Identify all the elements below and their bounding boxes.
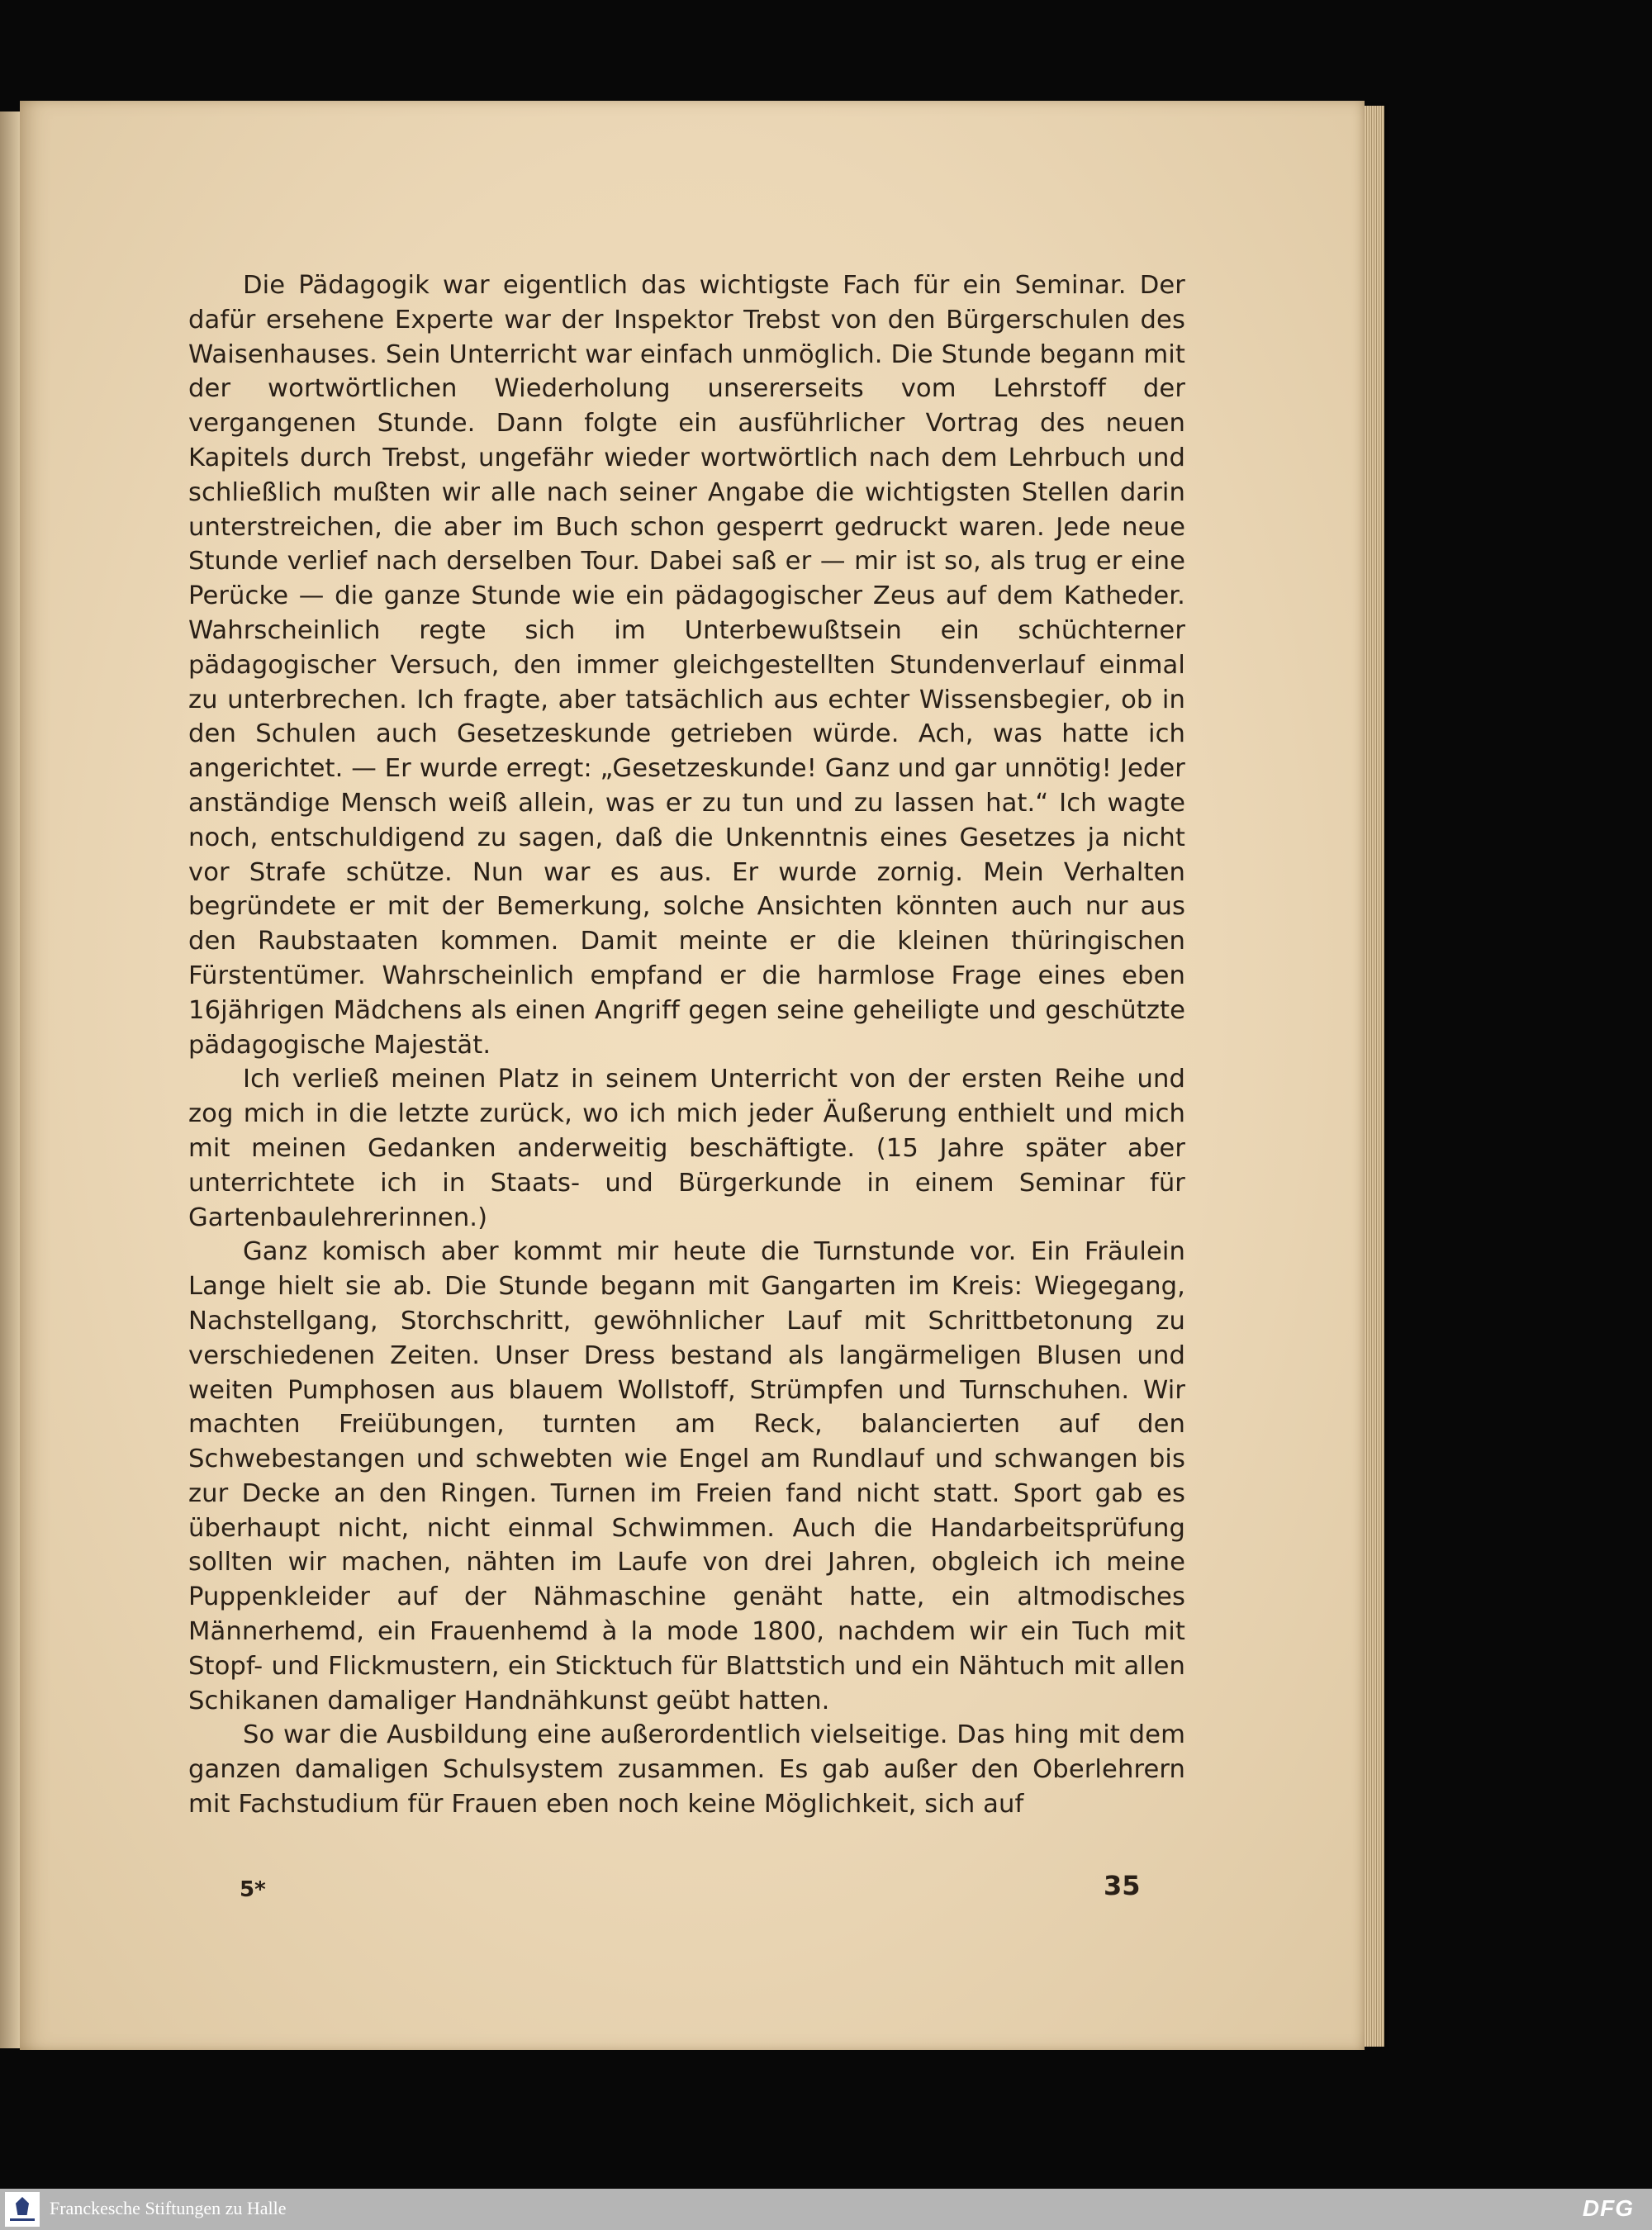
logo-caption — [10, 2218, 35, 2221]
signature-mark: 5* — [240, 1877, 266, 1902]
dfg-logo: DFG — [1582, 2195, 1634, 2221]
page-number: 35 — [1104, 1870, 1141, 1901]
paragraph: Ganz komisch aber kommt mir heute die Turnstunde vor. Ein Fräulein Lange hielt sie ab. Die Stunde begann mit Gangarten im Kreis: Wiegegang, Nachstellgang, Storchschritt, gewöhnlicher Lauf mit Schrittbetonung zu verschiedenen Zeiten. Unser Dress bestand als langärmeligen Blusen und weiten Pumphosen aus blauem Wollstoff, Strümpfen und Turnschuhen. Wir machten Freiübungen, turnten am Reck, balancierten auf den Schwebestangen und schwebten wie Engel am Rundlauf und schwangen bis zur Decke an den Ringen. Turnen im Freien fand nicht statt. Sport gab es überhaupt nicht, nicht einmal Schwimmen. Auch die Handarbeitsprüfung sollten wir machen, nähten im Laufe von drei Jahren, obgleich ich meine Puppenkleider auf der Nähmaschine genäht hatte, ein altmodisches Männerhemd, ein Frauenhemd à la mode 1800, nachdem wir ein Tuch mit Stopf- und Flickmustern, ein Sticktuch für Blattstich und ein Nähtuch mit allen Schikanen damaliger Handnähkunst geübt hatten. — [188, 1237, 1185, 1715]
paragraph: Ich verließ meinen Platz in seinem Unterricht von der ersten Reihe und zog mich in die letzte zurück, wo ich mich jeder Äußerung enthielt und mich mit meinen Gedanken anderweitig beschäftigte. (15 Jahre später aber unterrichtete ich in Staats- und Bürgerkunde in einem Seminar für Gartenbaulehrerinnen.) — [188, 1065, 1185, 1232]
paragraph: Die Pädagogik war eigentlich das wichtigste Fach für ein Seminar. Der dafür ersehene Experte war der Inspektor Trebst von den Bürgerschulen des Waisenhauses. Sein Unterricht war einfach unmöglich. Die Stunde begann mit der wortwörtlichen Wiederholung unsererseits vom Lehrstoff der vergangenen Stunde. Dann folgte ein ausführlicher Vortrag des neuen Kapitels durch Trebst, ungefähr wieder wortwörtlich nach dem Lehrbuch und schließlich mußten wir alle nach seiner Angabe die wichtigsten Stellen darin unterstreichen, die aber im Buch schon gesperrt gedruckt waren. Jede neue Stunde verlief nach derselben Tour. Dabei saß er — mir ist so, als trug er eine Perücke — die ganze Stunde wie ein pädagogischer Zeus auf dem Katheder. Wahrscheinlich regte sich im Unterbewußtsein ein schüchterner pädagogischer Versuch, den immer gleichgestellten Stundenverlauf einmal zu unterbrechen. Ich fragte, aber tatsächlich aus echter Wissensbegier, ob in den Schulen auch Gesetzeskunde getrieben würde. Ach, was hatte ich angerichtet. — Er wurde erregt: „Gesetzeskunde! Ganz und gar unnötig! Jeder anständige Mensch weiß allein, was er zu tun und zu lassen hat.“ Ich wagte noch, entschuldigend zu sagen, daß die Unkenntnis eines Gesetzes ja nicht vor Strafe schütze. Nun war es aus. Er wurde zornig. Mein Verhalten begründete er mit der Bemerkung, solche Ansichten könnten auch nur aus den Raubstaaten kommen. Damit meinte er die kleinen thüringischen Fürstentümer. Wahrscheinlich empfand er die harmlose Frage eines eben 16jährigen Mädchens als einen Angriff gegen seine geheiligte und geschützte pädagogische Majestät. — [188, 271, 1185, 1060]
francke-foundation-logo-icon — [5, 2192, 40, 2227]
viewer-footer — [0, 2189, 1652, 2230]
facing-page-edge — [0, 112, 20, 2048]
body-text — [188, 268, 1185, 1822]
logo-emblem — [16, 2197, 29, 2215]
book-page-edges — [1365, 106, 1384, 2047]
paragraph: So war die Ausbildung eine außerordentlich vielseitige. Das hing mit dem ganzen damaligen Schulsystem zusammen. Es gab außer den Oberlehrern mit Fachstudium für Frauen eben noch keine Möglichkeit, sich auf — [188, 1720, 1185, 1820]
institution-name: Franckesche Stiftungen zu Halle — [50, 2198, 287, 2218]
